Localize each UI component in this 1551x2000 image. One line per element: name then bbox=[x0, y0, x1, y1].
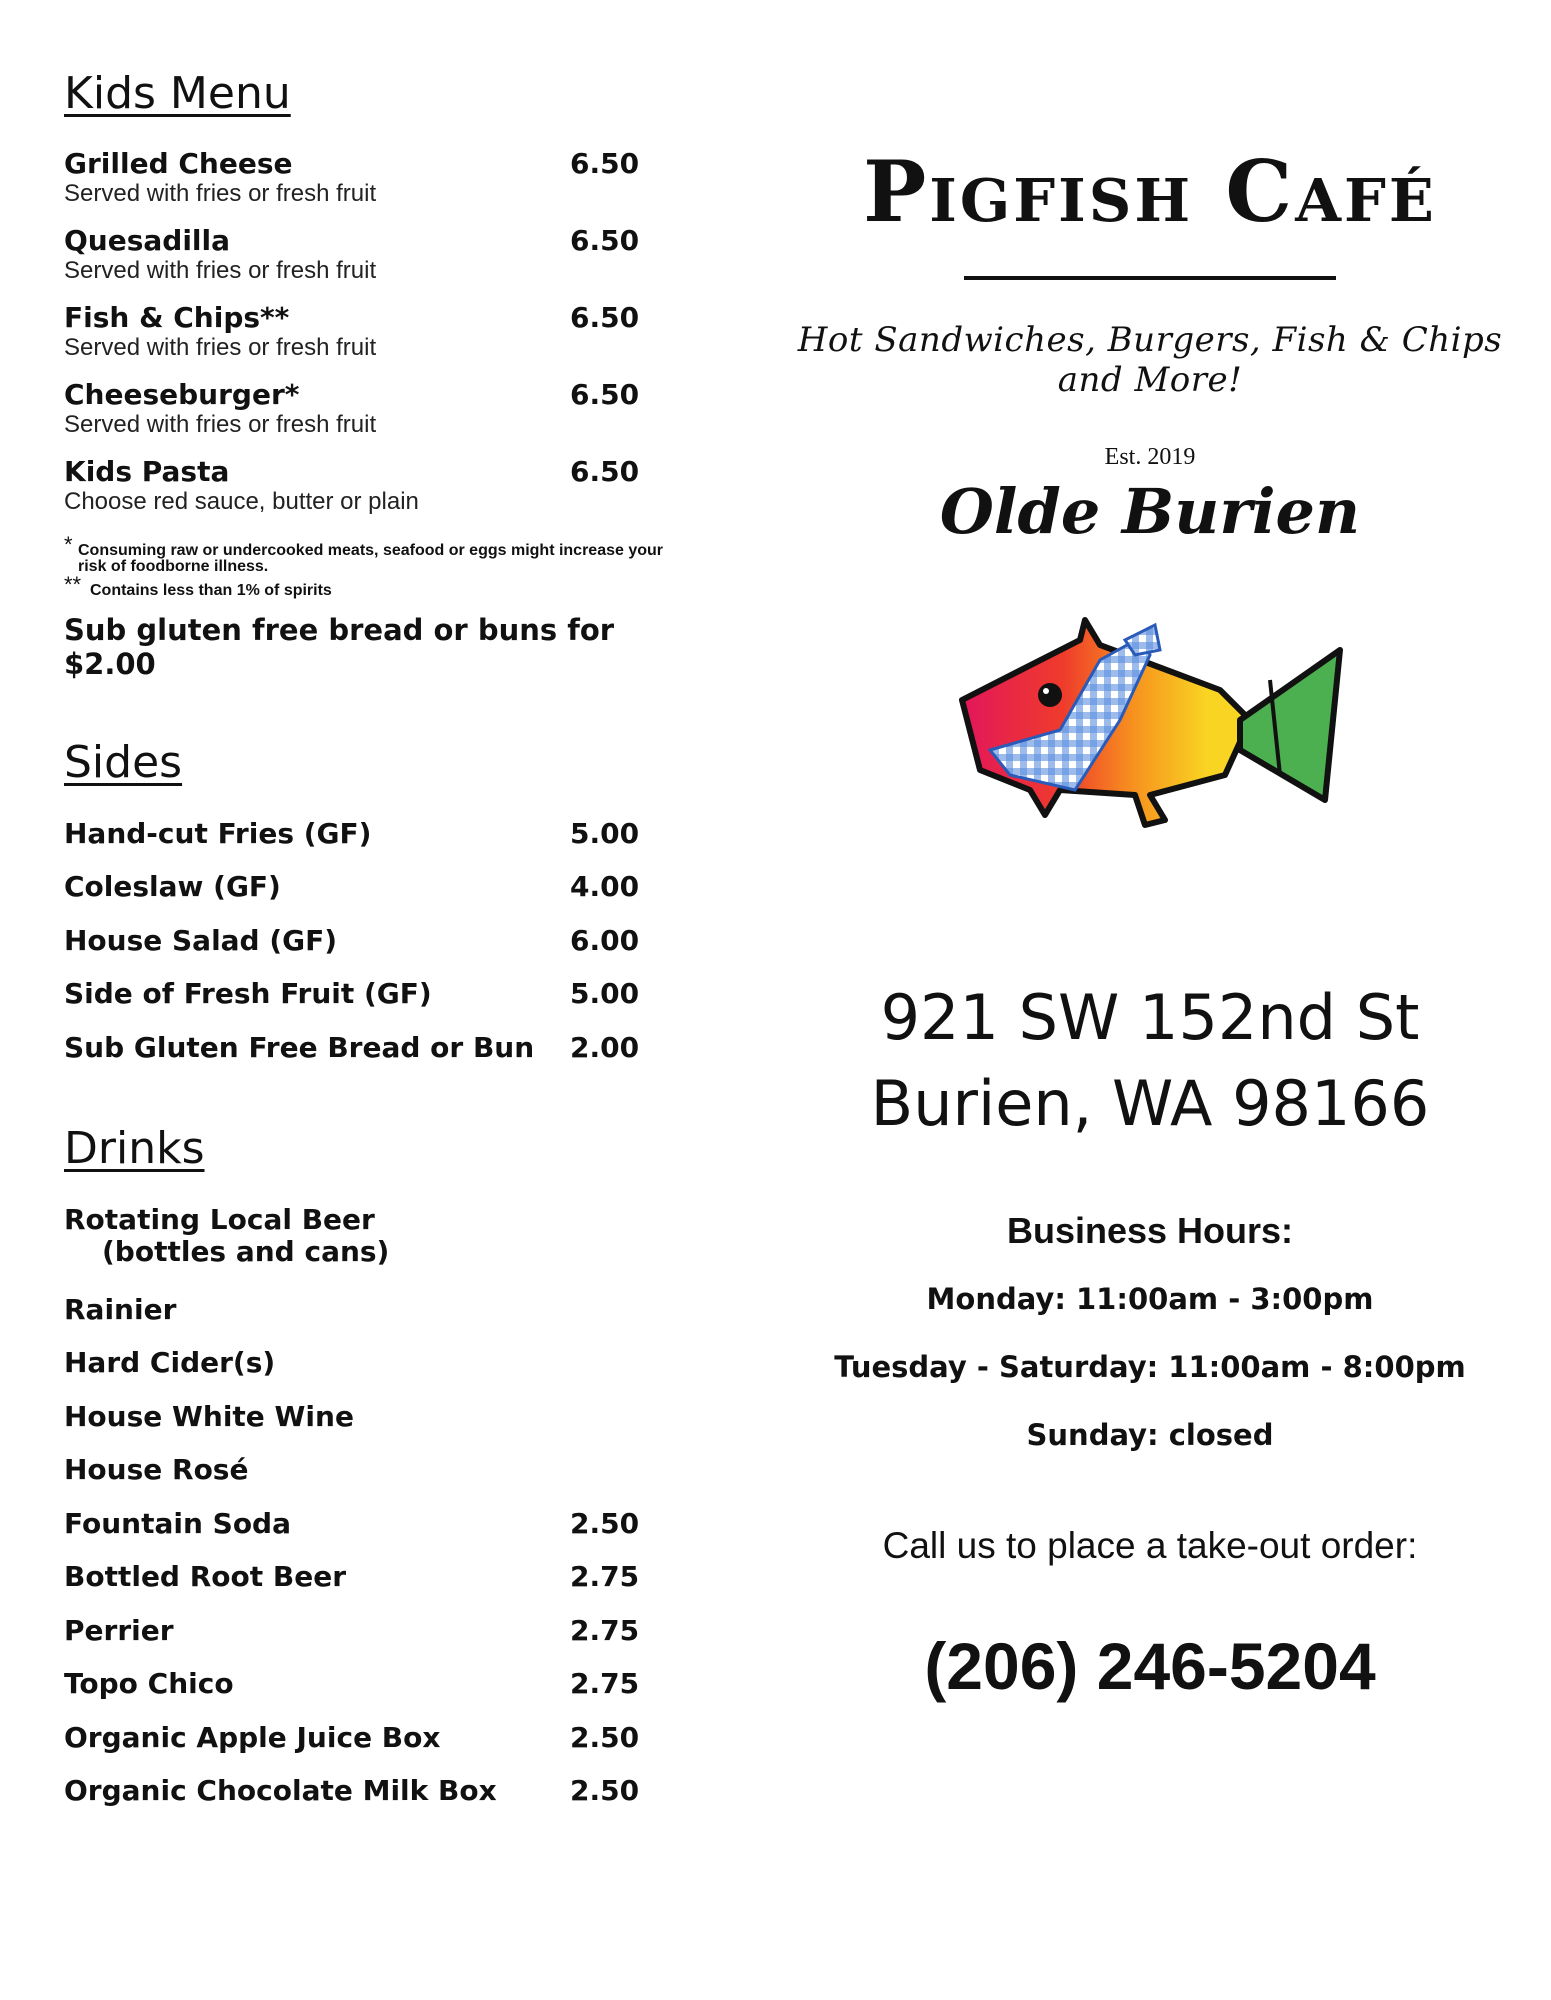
item-price: 2.75 bbox=[570, 1560, 640, 1594]
list-item bbox=[64, 1204, 664, 1294]
hours-tue-sat: Tuesday - Saturday: 11:00am - 8:00pm bbox=[834, 1350, 1466, 1384]
item-name: Hand-cut Fries (GF) bbox=[64, 816, 372, 850]
item-price: 2.75 bbox=[570, 1667, 640, 1701]
footnote-spirits bbox=[64, 572, 664, 600]
double-asterisk-mark: ** bbox=[64, 572, 82, 598]
menu-item bbox=[64, 302, 664, 379]
phone-number: (206) 246-5204 bbox=[924, 1629, 1376, 1703]
footnote-raw bbox=[64, 532, 664, 576]
item-price: 2.00 bbox=[570, 1030, 640, 1064]
pigfish-logo-icon bbox=[950, 600, 1350, 860]
list-item bbox=[64, 1347, 664, 1401]
item-name: Grilled Cheese bbox=[64, 147, 293, 181]
address-line-1: 921 SW 152nd St bbox=[880, 981, 1420, 1054]
item-name: Bottled Root Beer bbox=[64, 1560, 347, 1594]
hours-monday: Monday: 11:00am - 3:00pm bbox=[926, 1282, 1374, 1316]
item-price: 5.00 bbox=[570, 816, 640, 850]
item-price: 5.00 bbox=[570, 977, 640, 1011]
drinks-title: Drinks bbox=[64, 1123, 205, 1175]
item-name: Rainier bbox=[64, 1292, 177, 1326]
item-name: Fountain Soda bbox=[64, 1506, 291, 1540]
item-name: Coleslaw (GF) bbox=[64, 870, 281, 904]
item-name: Rotating Local Beer bbox=[64, 1202, 375, 1236]
item-description: Served with fries or fresh fruit bbox=[64, 411, 377, 439]
gluten-free-note: Sub gluten free bread or buns for $2.00 bbox=[64, 613, 615, 682]
brand-block bbox=[790, 142, 1510, 548]
item-price: 6.50 bbox=[570, 378, 640, 412]
item-name: Side of Fresh Fruit (GF) bbox=[64, 977, 432, 1011]
item-price: 2.75 bbox=[570, 1613, 640, 1647]
item-name: Topo Chico bbox=[64, 1667, 234, 1701]
item-description: Served with fries or fresh fruit bbox=[64, 180, 377, 208]
list-item bbox=[64, 1401, 664, 1455]
footnote-raw-text: Consuming raw or undercooked meats, seafood or eggs might increase your risk of foodborne illness. bbox=[78, 542, 664, 576]
hours-sunday: Sunday: closed bbox=[1026, 1418, 1274, 1452]
tagline: Hot Sandwiches, Burgers, Fish & Chips and More! bbox=[797, 320, 1503, 400]
menu-item bbox=[64, 379, 664, 456]
item-name: Cheeseburger* bbox=[64, 378, 300, 412]
footnote-spirits-text: Contains less than 1% of spirits bbox=[90, 582, 332, 600]
item-price: 6.50 bbox=[570, 301, 640, 335]
item-description: Served with fries or fresh fruit bbox=[64, 334, 377, 362]
list-item bbox=[64, 1668, 664, 1722]
list-item bbox=[64, 871, 664, 925]
sides-title: Sides bbox=[64, 737, 183, 789]
item-price: 2.50 bbox=[570, 1720, 640, 1754]
item-name: House White Wine bbox=[64, 1399, 354, 1433]
kids-menu-title: Kids Menu bbox=[64, 68, 291, 119]
list-item bbox=[64, 1722, 664, 1776]
list-item bbox=[64, 818, 664, 872]
item-name: Kids Pasta bbox=[64, 455, 230, 489]
menu-item bbox=[64, 225, 664, 302]
footnotes bbox=[64, 532, 664, 600]
list-item bbox=[64, 1032, 664, 1086]
menu-item bbox=[64, 456, 664, 533]
list-item bbox=[64, 1561, 664, 1615]
item-name: Sub Gluten Free Bread or Bun bbox=[64, 1030, 535, 1064]
item-name: Perrier bbox=[64, 1613, 174, 1647]
item-description: Choose red sauce, butter or plain bbox=[64, 488, 419, 516]
item-name: Fish & Chips** bbox=[64, 301, 290, 335]
list-item bbox=[64, 1294, 664, 1348]
location-name: Olde Burien bbox=[939, 475, 1361, 548]
item-price: 6.00 bbox=[570, 923, 640, 957]
title-divider bbox=[964, 276, 1336, 280]
address-line-2: Burien, WA 98166 bbox=[870, 1067, 1430, 1140]
item-name: Organic Chocolate Milk Box bbox=[64, 1774, 497, 1808]
item-name: Quesadilla bbox=[64, 224, 231, 258]
item-price: 6.50 bbox=[570, 147, 640, 181]
takeout-call-text: Call us to place a take-out order: bbox=[882, 1525, 1418, 1566]
item-price: 6.50 bbox=[570, 455, 640, 489]
sides-list bbox=[64, 818, 664, 1086]
list-item bbox=[64, 1615, 664, 1669]
item-price: 2.50 bbox=[570, 1506, 640, 1540]
business-hours bbox=[790, 1282, 1510, 1486]
list-item bbox=[64, 1454, 664, 1508]
cafe-name: Pigfish Café bbox=[863, 142, 1437, 241]
list-item bbox=[64, 1775, 664, 1829]
menu-item bbox=[64, 148, 664, 225]
left-column bbox=[64, 70, 664, 1829]
list-item bbox=[64, 925, 664, 979]
item-description: Served with fries or fresh fruit bbox=[64, 257, 377, 285]
item-name: Organic Apple Juice Box bbox=[64, 1720, 441, 1754]
list-item bbox=[64, 978, 664, 1032]
item-name: House Rosé bbox=[64, 1453, 249, 1487]
address bbox=[790, 975, 1510, 1147]
business-hours-title: Business Hours: bbox=[1006, 1210, 1294, 1251]
item-price: 4.00 bbox=[570, 870, 640, 904]
asterisk-mark: * bbox=[64, 532, 73, 558]
kids-menu-list bbox=[64, 148, 664, 533]
item-subtitle: (bottles and cans) bbox=[102, 1234, 390, 1268]
list-item bbox=[64, 1508, 664, 1562]
drinks-list bbox=[64, 1204, 664, 1829]
item-name: Hard Cider(s) bbox=[64, 1346, 276, 1380]
item-name: House Salad (GF) bbox=[64, 923, 338, 957]
established-year: Est. 2019 bbox=[1104, 444, 1196, 470]
item-price: 2.50 bbox=[570, 1774, 640, 1808]
item-price: 6.50 bbox=[570, 224, 640, 258]
